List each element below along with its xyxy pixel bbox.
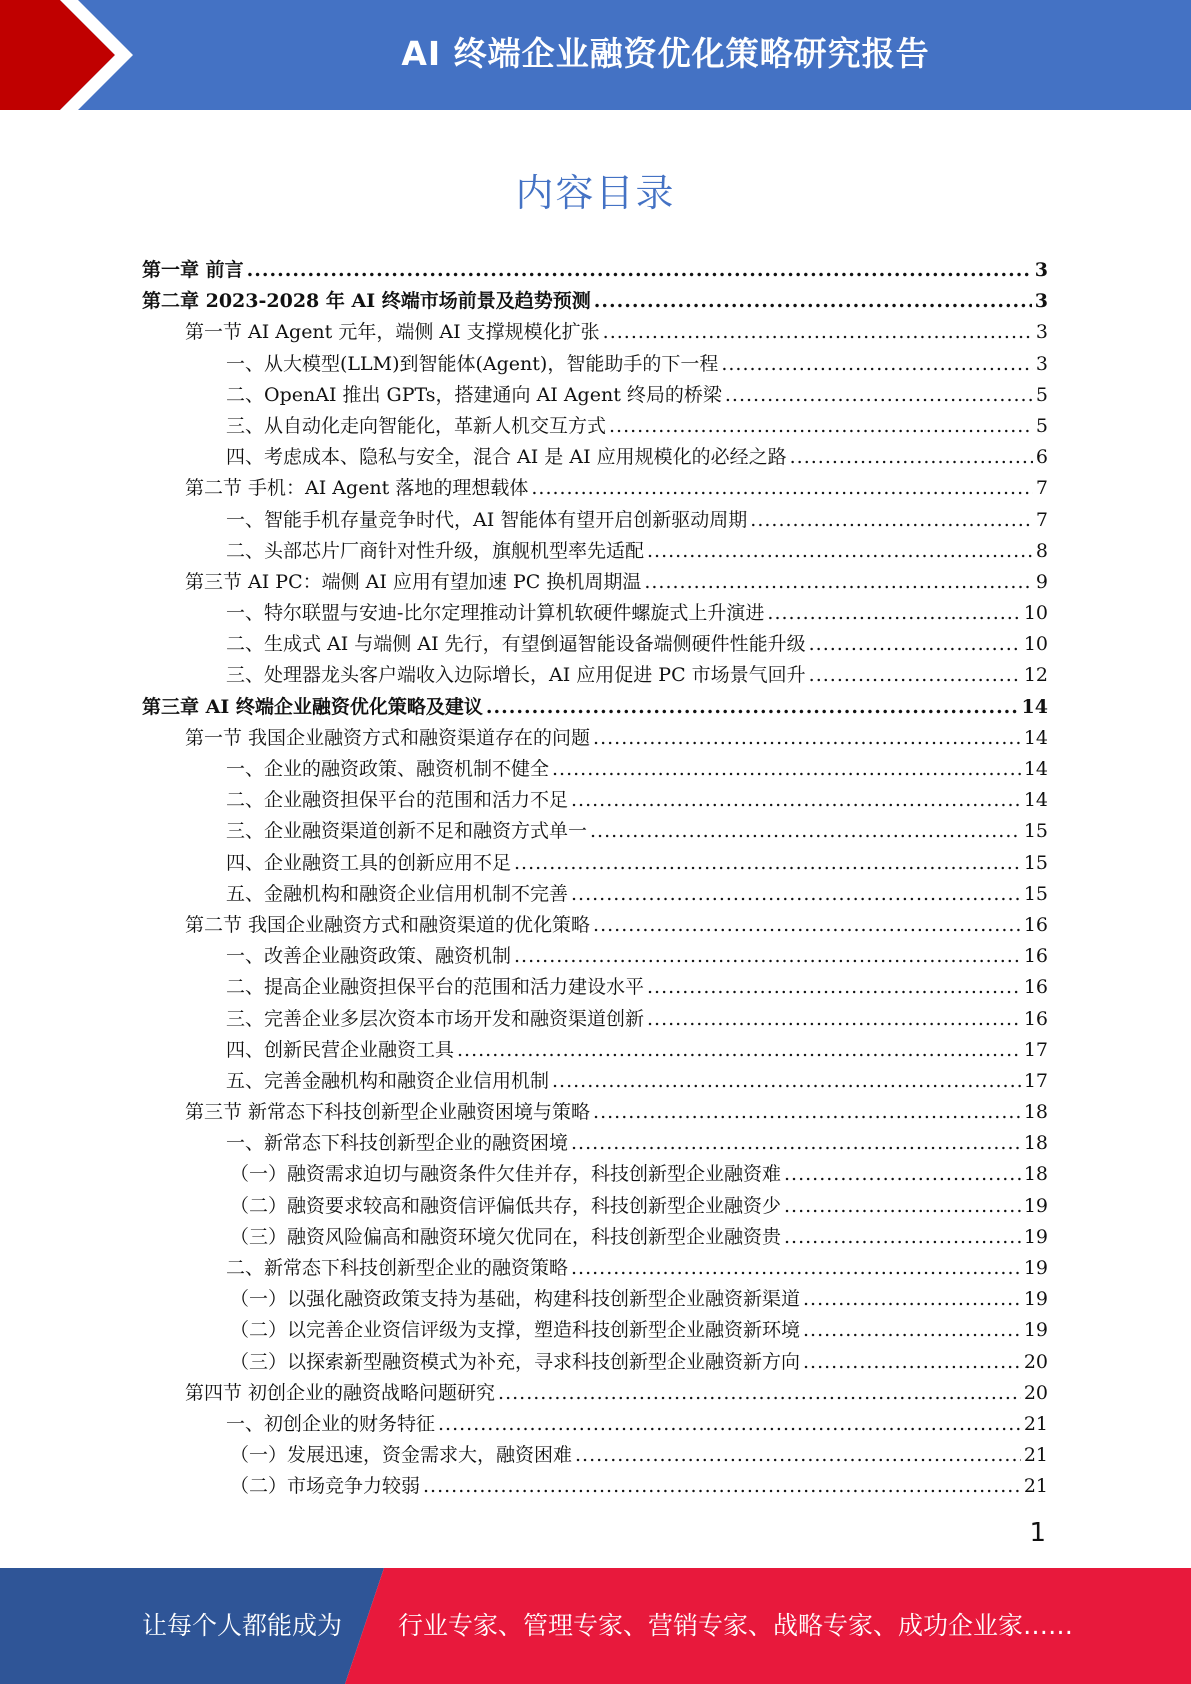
dot-leader	[498, 1382, 1021, 1404]
toc-entry[interactable]	[142, 660, 1048, 691]
toc-entry-label: 一、改善企业融资政策、融资机制	[226, 945, 512, 968]
toc-entry-page: 15	[1023, 851, 1048, 874]
toc-entry-label: 五、金融机构和融资企业信用机制不完善	[226, 882, 569, 905]
dot-leader	[571, 883, 1021, 905]
toc-entry[interactable]	[142, 910, 1048, 941]
toc-entry-label: 第二章 2023-2028 年 AI 终端市场前景及趋势预测	[142, 290, 591, 313]
toc-entry[interactable]	[142, 1471, 1048, 1502]
toc-entry-label: 第一节 AI Agent 元年，端侧 AI 支撑规模化扩张	[185, 321, 600, 344]
toc-entry-page: 16	[1023, 945, 1048, 968]
dot-leader	[809, 664, 1021, 686]
toc-entry-page: 15	[1023, 882, 1048, 905]
dot-leader	[531, 477, 1033, 499]
toc-entry-label: 一、初创企业的财务特征	[226, 1412, 436, 1435]
toc-entry-page: 3	[1034, 259, 1048, 281]
dot-leader	[593, 727, 1021, 749]
toc-entry-page: 20	[1023, 1381, 1048, 1404]
toc-entry-page: 12	[1023, 664, 1048, 687]
dot-leader	[593, 914, 1021, 936]
toc-entry-label: 一、新常态下科技创新型企业的融资困境	[226, 1132, 569, 1155]
toc-entry-page: 8	[1035, 539, 1048, 562]
dot-leader	[571, 1257, 1021, 1279]
toc-entry-page: 5	[1035, 414, 1048, 437]
toc-entry[interactable]	[142, 1284, 1048, 1315]
toc-entry-page: 18	[1023, 1132, 1048, 1155]
toc-entry[interactable]	[142, 1035, 1048, 1066]
report-title: AI 终端企业融资优化策略研究报告	[401, 34, 930, 73]
toc-entry-label: （三）融资风险偏高和融资环境欠优同在，科技创新型企业融资贵	[230, 1225, 782, 1248]
toc-entry[interactable]	[142, 442, 1048, 473]
toc-entry[interactable]	[142, 723, 1048, 754]
toc-entry[interactable]	[142, 317, 1048, 348]
dot-leader	[609, 415, 1033, 437]
dot-leader	[575, 1444, 1021, 1466]
footer-banner	[0, 1568, 1191, 1684]
toc-entry-label: （一）发展迅速，资金需求大，融资困难	[230, 1444, 573, 1467]
toc-entry-page: 15	[1023, 820, 1048, 843]
header-banner	[0, 0, 1191, 110]
toc-entry-label: 第三节 新常态下科技创新型企业融资困境与策略	[185, 1101, 591, 1124]
dot-leader	[803, 1288, 1021, 1310]
toc-entry-page: 14	[1023, 726, 1048, 749]
dot-leader	[552, 1070, 1021, 1092]
toc-entry-page: 19	[1023, 1194, 1048, 1217]
toc-entry-page: 21	[1023, 1444, 1048, 1467]
toc-entry[interactable]	[142, 972, 1048, 1003]
toc-entry-label: 第一节 我国企业融资方式和融资渠道存在的问题	[185, 726, 591, 749]
toc-entry-label: （二）市场竞争力较弱	[230, 1475, 421, 1498]
toc-entry[interactable]	[142, 473, 1048, 504]
toc-entry-page: 20	[1023, 1350, 1048, 1373]
toc-entry-page: 10	[1023, 633, 1048, 656]
toc-entry-label: 二、生成式 AI 与端侧 AI 先行，有望倒逼智能设备端侧硬件性能升级	[226, 633, 806, 656]
dot-leader	[457, 1039, 1021, 1061]
toc-entry-label: 二、新常态下科技创新型企业的融资策略	[226, 1257, 569, 1279]
toc-entry-label: 第一章 前言	[142, 259, 244, 281]
dot-leader	[809, 633, 1021, 655]
toc-entry-page: 16	[1023, 1007, 1048, 1030]
toc-entry-page: 18	[1023, 1163, 1048, 1186]
toc-entry-label: 第二节 手机：AI Agent 落地的理想载体	[185, 477, 529, 500]
toc-entry-page: 7	[1035, 477, 1048, 500]
dot-leader	[647, 540, 1033, 562]
toc-entry-label: 四、考虑成本、隐私与安全，混合 AI 是 AI 应用规模化的必经之路	[226, 446, 787, 469]
toc-entry-label: 五、完善金融机构和融资企业信用机制	[226, 1069, 550, 1092]
toc-entry-page: 14	[1021, 695, 1048, 718]
dot-leader	[571, 1132, 1021, 1154]
dot-leader	[594, 290, 1032, 312]
toc-entry-page: 3	[1034, 290, 1048, 313]
toc-entry[interactable]	[142, 1097, 1048, 1128]
toc-entry[interactable]	[142, 255, 1048, 286]
toc-entry[interactable]	[142, 349, 1048, 380]
toc-entry-label: 第三章 AI 终端企业融资优化策略及建议	[142, 695, 483, 718]
toc-entry-label: 一、从大模型(LLM)到智能体(Agent)，智能助手的下一程	[226, 352, 719, 375]
toc-entry-label: 一、特尔联盟与安迪-比尔定理推动计算机软硬件螺旋式上升演进	[226, 602, 765, 625]
dot-leader	[423, 1475, 1021, 1497]
toc-entry[interactable]	[142, 1315, 1048, 1346]
chevron-arrow-icon	[0, 0, 160, 110]
toc-entry-page: 3	[1035, 321, 1048, 344]
toc-entry-page: 7	[1035, 508, 1048, 531]
table-of-contents	[142, 255, 1048, 1503]
toc-entry[interactable]	[142, 754, 1048, 785]
dot-leader	[571, 789, 1021, 811]
page-number: 1	[1029, 1518, 1046, 1548]
dot-leader	[486, 696, 1019, 718]
toc-entry[interactable]	[142, 1347, 1048, 1378]
toc-entry-page: 10	[1023, 602, 1048, 625]
toc-entry[interactable]	[142, 816, 1048, 847]
toc-entry[interactable]	[142, 567, 1048, 598]
toc-entry-page: 19	[1023, 1257, 1048, 1279]
dot-leader	[644, 571, 1033, 593]
toc-title: 内容目录	[515, 171, 676, 215]
toc-entry-label: 三、企业融资渠道创新不足和融资方式单一	[226, 820, 588, 843]
toc-entry-page: 18	[1023, 1101, 1048, 1124]
toc-entry-page: 19	[1023, 1288, 1048, 1311]
dot-leader	[603, 321, 1033, 343]
dot-leader	[514, 852, 1021, 874]
toc-entry-page: 21	[1023, 1412, 1048, 1435]
dot-leader	[803, 1351, 1021, 1373]
dot-leader	[767, 602, 1020, 624]
dot-leader	[790, 446, 1033, 468]
toc-entry[interactable]	[142, 536, 1048, 567]
toc-entry-label: 二、头部芯片厂商针对性升级，旗舰机型率先适配	[226, 539, 645, 562]
toc-entry-label: 二、企业融资担保平台的范围和活力不足	[226, 789, 569, 812]
toc-entry[interactable]	[142, 1128, 1048, 1159]
toc-entry-page: 17	[1023, 1069, 1048, 1092]
footer-slogan-left: 让每个人都能成为	[142, 1611, 343, 1640]
dot-leader	[784, 1226, 1021, 1248]
dot-leader	[784, 1163, 1021, 1185]
toc-entry[interactable]	[142, 941, 1048, 972]
dot-leader	[721, 353, 1033, 375]
toc-entry-page: 14	[1023, 758, 1048, 780]
toc-entry[interactable]	[142, 598, 1048, 629]
dot-leader	[590, 820, 1021, 842]
dot-leader	[514, 945, 1021, 967]
dot-leader	[593, 1101, 1021, 1123]
toc-entry-label: 三、处理器龙头客户端收入边际增长，AI 应用促进 PC 市场景气回升	[226, 664, 806, 687]
toc-entry-label: 第二节 我国企业融资方式和融资渠道的优化策略	[185, 913, 591, 936]
toc-entry-label: （一）以强化融资政策支持为基础，构建科技创新型企业融资新渠道	[230, 1288, 801, 1311]
dot-leader	[803, 1319, 1021, 1341]
toc-entry[interactable]	[142, 1378, 1048, 1409]
toc-entry[interactable]	[142, 1222, 1048, 1253]
toc-entry-label: 三、完善企业多层次资本市场开发和融资渠道创新	[226, 1007, 645, 1030]
toc-entry-label: 三、从自动化走向智能化，革新人机交互方式	[226, 414, 607, 437]
dot-leader	[247, 259, 1032, 281]
toc-entry[interactable]	[142, 411, 1048, 442]
dot-leader	[750, 509, 1033, 531]
toc-entry[interactable]	[142, 380, 1048, 411]
toc-entry[interactable]	[142, 286, 1048, 317]
footer-slogan-right: 行业专家、管理专家、营销专家、战略专家、成功企业家……	[398, 1611, 1074, 1640]
toc-entry-label: 四、创新民营企业融资工具	[226, 1038, 455, 1061]
toc-entry-label: （二）以完善企业资信评级为支撑，塑造科技创新型企业融资新环境	[230, 1319, 801, 1342]
toc-entry-page: 17	[1023, 1038, 1048, 1061]
toc-entry[interactable]	[142, 785, 1048, 816]
toc-entry-label: 一、智能手机存量竞争时代，AI 智能体有望开启创新驱动周期	[226, 508, 748, 531]
toc-entry-page: 16	[1023, 976, 1048, 999]
toc-entry-label: （一）融资需求迫切与融资条件欠佳并存，科技创新型企业融资难	[230, 1163, 782, 1186]
toc-entry-page: 19	[1023, 1319, 1048, 1342]
toc-entry-page: 6	[1035, 446, 1048, 469]
toc-entry-label: 四、企业融资工具的创新应用不足	[226, 851, 512, 874]
toc-entry-page: 21	[1023, 1475, 1048, 1498]
toc-entry-page: 9	[1035, 570, 1048, 593]
dot-leader	[725, 384, 1033, 406]
toc-entry[interactable]	[142, 1159, 1048, 1190]
toc-entry[interactable]	[142, 879, 1048, 910]
dot-leader	[647, 1008, 1021, 1030]
toc-entry-page: 3	[1035, 352, 1048, 375]
toc-entry-label: 二、提高企业融资担保平台的范围和活力建设水平	[226, 976, 645, 999]
toc-entry-page: 16	[1023, 913, 1048, 936]
toc-entry-page: 5	[1035, 383, 1048, 406]
dot-leader	[647, 976, 1021, 998]
toc-entry-label: 第三节 AI PC：端侧 AI 应用有望加速 PC 换机周期温	[185, 570, 642, 593]
toc-entry[interactable]	[142, 629, 1048, 660]
toc-entry[interactable]	[142, 1191, 1048, 1222]
toc-entry-page: 14	[1023, 789, 1048, 812]
toc-entry[interactable]	[142, 1004, 1048, 1035]
toc-entry[interactable]	[142, 1253, 1048, 1284]
toc-entry[interactable]	[142, 848, 1048, 879]
dot-leader	[552, 758, 1021, 780]
toc-entry-label: 二、OpenAI 推出 GPTs，搭建通向 AI Agent 终局的桥梁	[226, 383, 722, 406]
toc-entry-label: 一、企业的融资政策、融资机制不健全	[226, 758, 550, 780]
dot-leader	[438, 1413, 1021, 1435]
toc-entry[interactable]	[142, 505, 1048, 536]
toc-entry[interactable]	[142, 692, 1048, 723]
toc-entry-label: （三）以探索新型融资模式为补充，寻求科技创新型企业融资新方向	[230, 1350, 801, 1373]
toc-entry[interactable]	[142, 1066, 1048, 1097]
toc-entry-label: （二）融资要求较高和融资信评偏低共存，科技创新型企业融资少	[230, 1194, 782, 1217]
toc-entry-page: 19	[1023, 1225, 1048, 1248]
toc-entry[interactable]	[142, 1409, 1048, 1440]
toc-entry-label: 第四节 初创企业的融资战略问题研究	[185, 1381, 496, 1404]
toc-entry[interactable]	[142, 1440, 1048, 1471]
dot-leader	[784, 1195, 1021, 1217]
